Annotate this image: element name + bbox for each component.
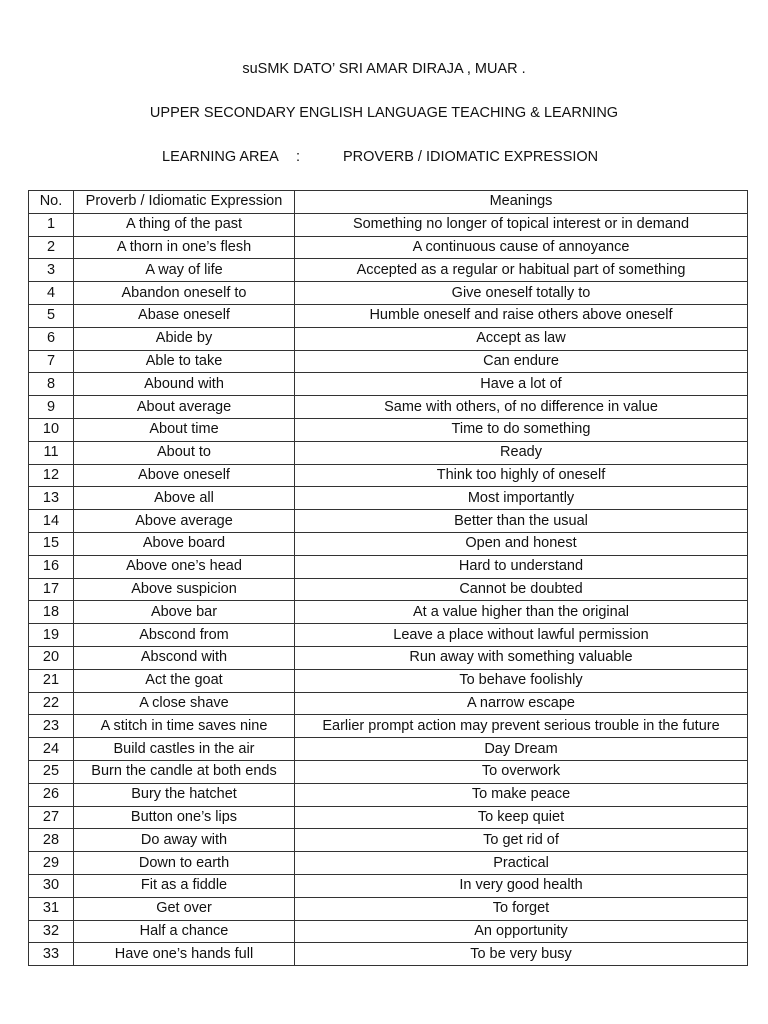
row-proverb: Abscond with — [74, 646, 295, 669]
row-meaning: Something no longer of topical interest or in demand — [295, 213, 748, 236]
table-row — [29, 327, 748, 350]
row-meaning: Accept as law — [295, 327, 748, 350]
row-number: 26 — [29, 783, 74, 806]
row-number: 33 — [29, 943, 74, 966]
school-name: suSMK DATO’ SRI AMAR DIRAJA , MUAR . — [242, 61, 526, 77]
row-number: 11 — [29, 441, 74, 464]
table-row — [29, 646, 748, 669]
row-meaning: To be very busy — [295, 943, 748, 966]
table-row — [29, 418, 748, 441]
row-proverb: Button one’s lips — [74, 806, 295, 829]
row-number: 2 — [29, 236, 74, 259]
row-meaning: Practical — [295, 852, 748, 875]
row-meaning: Most importantly — [295, 487, 748, 510]
row-proverb: Above average — [74, 510, 295, 533]
row-meaning: Give oneself totally to — [295, 282, 748, 305]
row-meaning: Humble oneself and raise others above oneself — [295, 304, 748, 327]
row-proverb: About time — [74, 418, 295, 441]
row-number: 7 — [29, 350, 74, 373]
row-proverb: Half a chance — [74, 920, 295, 943]
table-body — [29, 213, 748, 965]
row-meaning: A continuous cause of annoyance — [295, 236, 748, 259]
table-row — [29, 350, 748, 373]
row-meaning: Leave a place without lawful permission — [295, 624, 748, 647]
table-row — [29, 578, 748, 601]
row-number: 14 — [29, 510, 74, 533]
row-proverb: Abide by — [74, 327, 295, 350]
table-row — [29, 464, 748, 487]
row-proverb: About to — [74, 441, 295, 464]
row-proverb: Bury the hatchet — [74, 783, 295, 806]
table-row — [29, 874, 748, 897]
row-number: 5 — [29, 304, 74, 327]
row-number: 8 — [29, 373, 74, 396]
row-number: 24 — [29, 738, 74, 761]
table-row — [29, 943, 748, 966]
row-proverb: Act the goat — [74, 669, 295, 692]
row-proverb: A thing of the past — [74, 213, 295, 236]
row-proverb: Do away with — [74, 829, 295, 852]
row-meaning: Cannot be doubted — [295, 578, 748, 601]
row-number: 19 — [29, 624, 74, 647]
row-meaning: To get rid of — [295, 829, 748, 852]
row-meaning: Hard to understand — [295, 555, 748, 578]
table-row — [29, 738, 748, 761]
row-meaning: To forget — [295, 897, 748, 920]
row-proverb: A way of life — [74, 259, 295, 282]
row-proverb: Above one’s head — [74, 555, 295, 578]
row-meaning: Same with others, of no difference in value — [295, 396, 748, 419]
row-number: 30 — [29, 874, 74, 897]
row-proverb: Above board — [74, 532, 295, 555]
table-row — [29, 897, 748, 920]
row-meaning: Accepted as a regular or habitual part of something — [295, 259, 748, 282]
row-number: 31 — [29, 897, 74, 920]
row-proverb: Able to take — [74, 350, 295, 373]
row-proverb: Above bar — [74, 601, 295, 624]
table-row — [29, 259, 748, 282]
row-meaning: Open and honest — [295, 532, 748, 555]
row-meaning: Think too highly of oneself — [295, 464, 748, 487]
table-row — [29, 532, 748, 555]
row-meaning: Ready — [295, 441, 748, 464]
row-number: 21 — [29, 669, 74, 692]
row-number: 25 — [29, 760, 74, 783]
row-meaning: In very good health — [295, 874, 748, 897]
row-proverb: Abscond from — [74, 624, 295, 647]
row-proverb: Abound with — [74, 373, 295, 396]
learning-area-label: LEARNING AREA — [162, 149, 279, 165]
row-number: 15 — [29, 532, 74, 555]
row-proverb: Abase oneself — [74, 304, 295, 327]
row-meaning: Better than the usual — [295, 510, 748, 533]
row-meaning: Can endure — [295, 350, 748, 373]
column-header-proverb: Proverb / Idiomatic Expression — [74, 191, 295, 214]
row-meaning: Run away with something valuable — [295, 646, 748, 669]
row-proverb: Get over — [74, 897, 295, 920]
row-meaning: An opportunity — [295, 920, 748, 943]
row-number: 6 — [29, 327, 74, 350]
table-row — [29, 692, 748, 715]
column-header-meaning: Meanings — [295, 191, 748, 214]
table-header-row — [29, 191, 748, 214]
row-number: 13 — [29, 487, 74, 510]
row-proverb: Above oneself — [74, 464, 295, 487]
row-number: 29 — [29, 852, 74, 875]
row-meaning: Time to do something — [295, 418, 748, 441]
table-row — [29, 487, 748, 510]
course-title: UPPER SECONDARY ENGLISH LANGUAGE TEACHING & LEARNING — [149, 105, 619, 121]
row-proverb: Down to earth — [74, 852, 295, 875]
row-number: 22 — [29, 692, 74, 715]
row-proverb: A close shave — [74, 692, 295, 715]
table-row — [29, 783, 748, 806]
table-row — [29, 510, 748, 533]
row-proverb: A stitch in time saves nine — [74, 715, 295, 738]
row-number: 10 — [29, 418, 74, 441]
row-number: 9 — [29, 396, 74, 419]
table-row — [29, 601, 748, 624]
row-meaning: To make peace — [295, 783, 748, 806]
row-number: 17 — [29, 578, 74, 601]
learning-area-colon: : — [296, 149, 301, 165]
row-meaning: At a value higher than the original — [295, 601, 748, 624]
table-row — [29, 396, 748, 419]
row-number: 20 — [29, 646, 74, 669]
row-meaning: To behave foolishly — [295, 669, 748, 692]
row-number: 4 — [29, 282, 74, 305]
row-proverb: Burn the candle at both ends — [74, 760, 295, 783]
table-row — [29, 806, 748, 829]
row-number: 12 — [29, 464, 74, 487]
table-row — [29, 852, 748, 875]
row-proverb: A thorn in one’s flesh — [74, 236, 295, 259]
table-row — [29, 236, 748, 259]
row-number: 1 — [29, 213, 74, 236]
row-proverb: Have one’s hands full — [74, 943, 295, 966]
row-meaning: Day Dream — [295, 738, 748, 761]
row-number: 16 — [29, 555, 74, 578]
table-row — [29, 282, 748, 305]
row-proverb: About average — [74, 396, 295, 419]
table-row — [29, 555, 748, 578]
table-row — [29, 624, 748, 647]
row-proverb: Above suspicion — [74, 578, 295, 601]
table-row — [29, 373, 748, 396]
row-number: 23 — [29, 715, 74, 738]
table-row — [29, 304, 748, 327]
row-meaning: A narrow escape — [295, 692, 748, 715]
row-number: 27 — [29, 806, 74, 829]
row-meaning: Earlier prompt action may prevent serious trouble in the future — [295, 715, 748, 738]
learning-area-line — [0, 148, 768, 166]
row-meaning: To overwork — [295, 760, 748, 783]
column-header-no: No. — [29, 191, 74, 214]
table-row — [29, 715, 748, 738]
table-row — [29, 213, 748, 236]
row-proverb: Fit as a fiddle — [74, 874, 295, 897]
table-row — [29, 669, 748, 692]
row-meaning: To keep quiet — [295, 806, 748, 829]
table-row — [29, 760, 748, 783]
row-proverb: Abandon oneself to — [74, 282, 295, 305]
row-number: 28 — [29, 829, 74, 852]
row-proverb: Above all — [74, 487, 295, 510]
row-proverb: Build castles in the air — [74, 738, 295, 761]
table-row — [29, 441, 748, 464]
row-number: 3 — [29, 259, 74, 282]
row-number: 32 — [29, 920, 74, 943]
table-row — [29, 920, 748, 943]
learning-area-value: PROVERB / IDIOMATIC EXPRESSION — [343, 149, 599, 165]
row-number: 18 — [29, 601, 74, 624]
proverb-table — [28, 190, 748, 966]
table-row — [29, 829, 748, 852]
row-meaning: Have a lot of — [295, 373, 748, 396]
